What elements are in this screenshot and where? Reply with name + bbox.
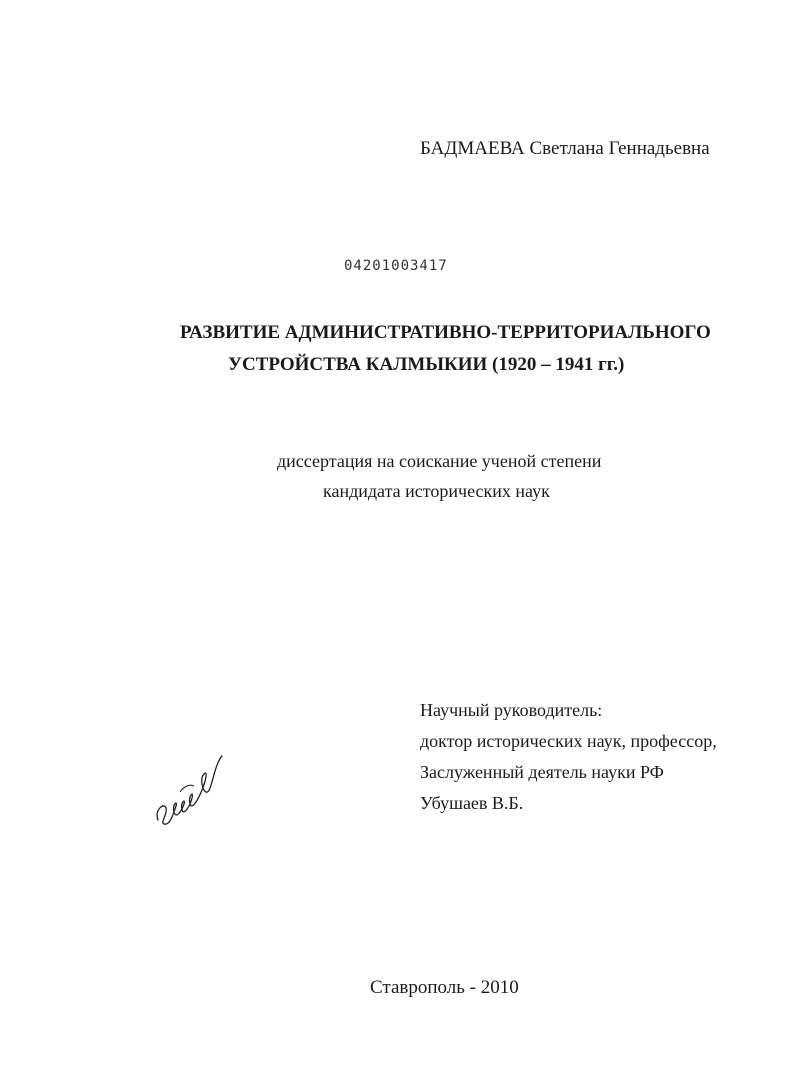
author-name: БАДМАЕВА Светлана Геннадьевна bbox=[420, 138, 710, 159]
place-year: Ставрополь - 2010 bbox=[370, 977, 519, 998]
registry-code: 04201003417 bbox=[344, 258, 448, 274]
dissertation-line-1: диссертация на соискание ученой степени bbox=[277, 451, 602, 471]
supervisor-degree: доктор исторических наук, профессор, bbox=[420, 731, 717, 751]
dissertation-line-2: кандидата исторических наук bbox=[323, 481, 550, 501]
supervisor-honor: Заслуженный деятель науки РФ bbox=[420, 762, 664, 782]
title-line-1: РАЗВИТИЕ АДМИНИСТРАТИВНО-ТЕРРИТОРИАЛЬНОГО bbox=[180, 322, 711, 343]
supervisor-label: Научный руководитель: bbox=[420, 700, 603, 720]
supervisor-name: Убушаев В.Б. bbox=[420, 793, 524, 813]
signature-icon bbox=[150, 750, 230, 830]
title-line-2: УСТРОЙСТВА КАЛМЫКИИ (1920 – 1941 гг.) bbox=[228, 354, 625, 375]
